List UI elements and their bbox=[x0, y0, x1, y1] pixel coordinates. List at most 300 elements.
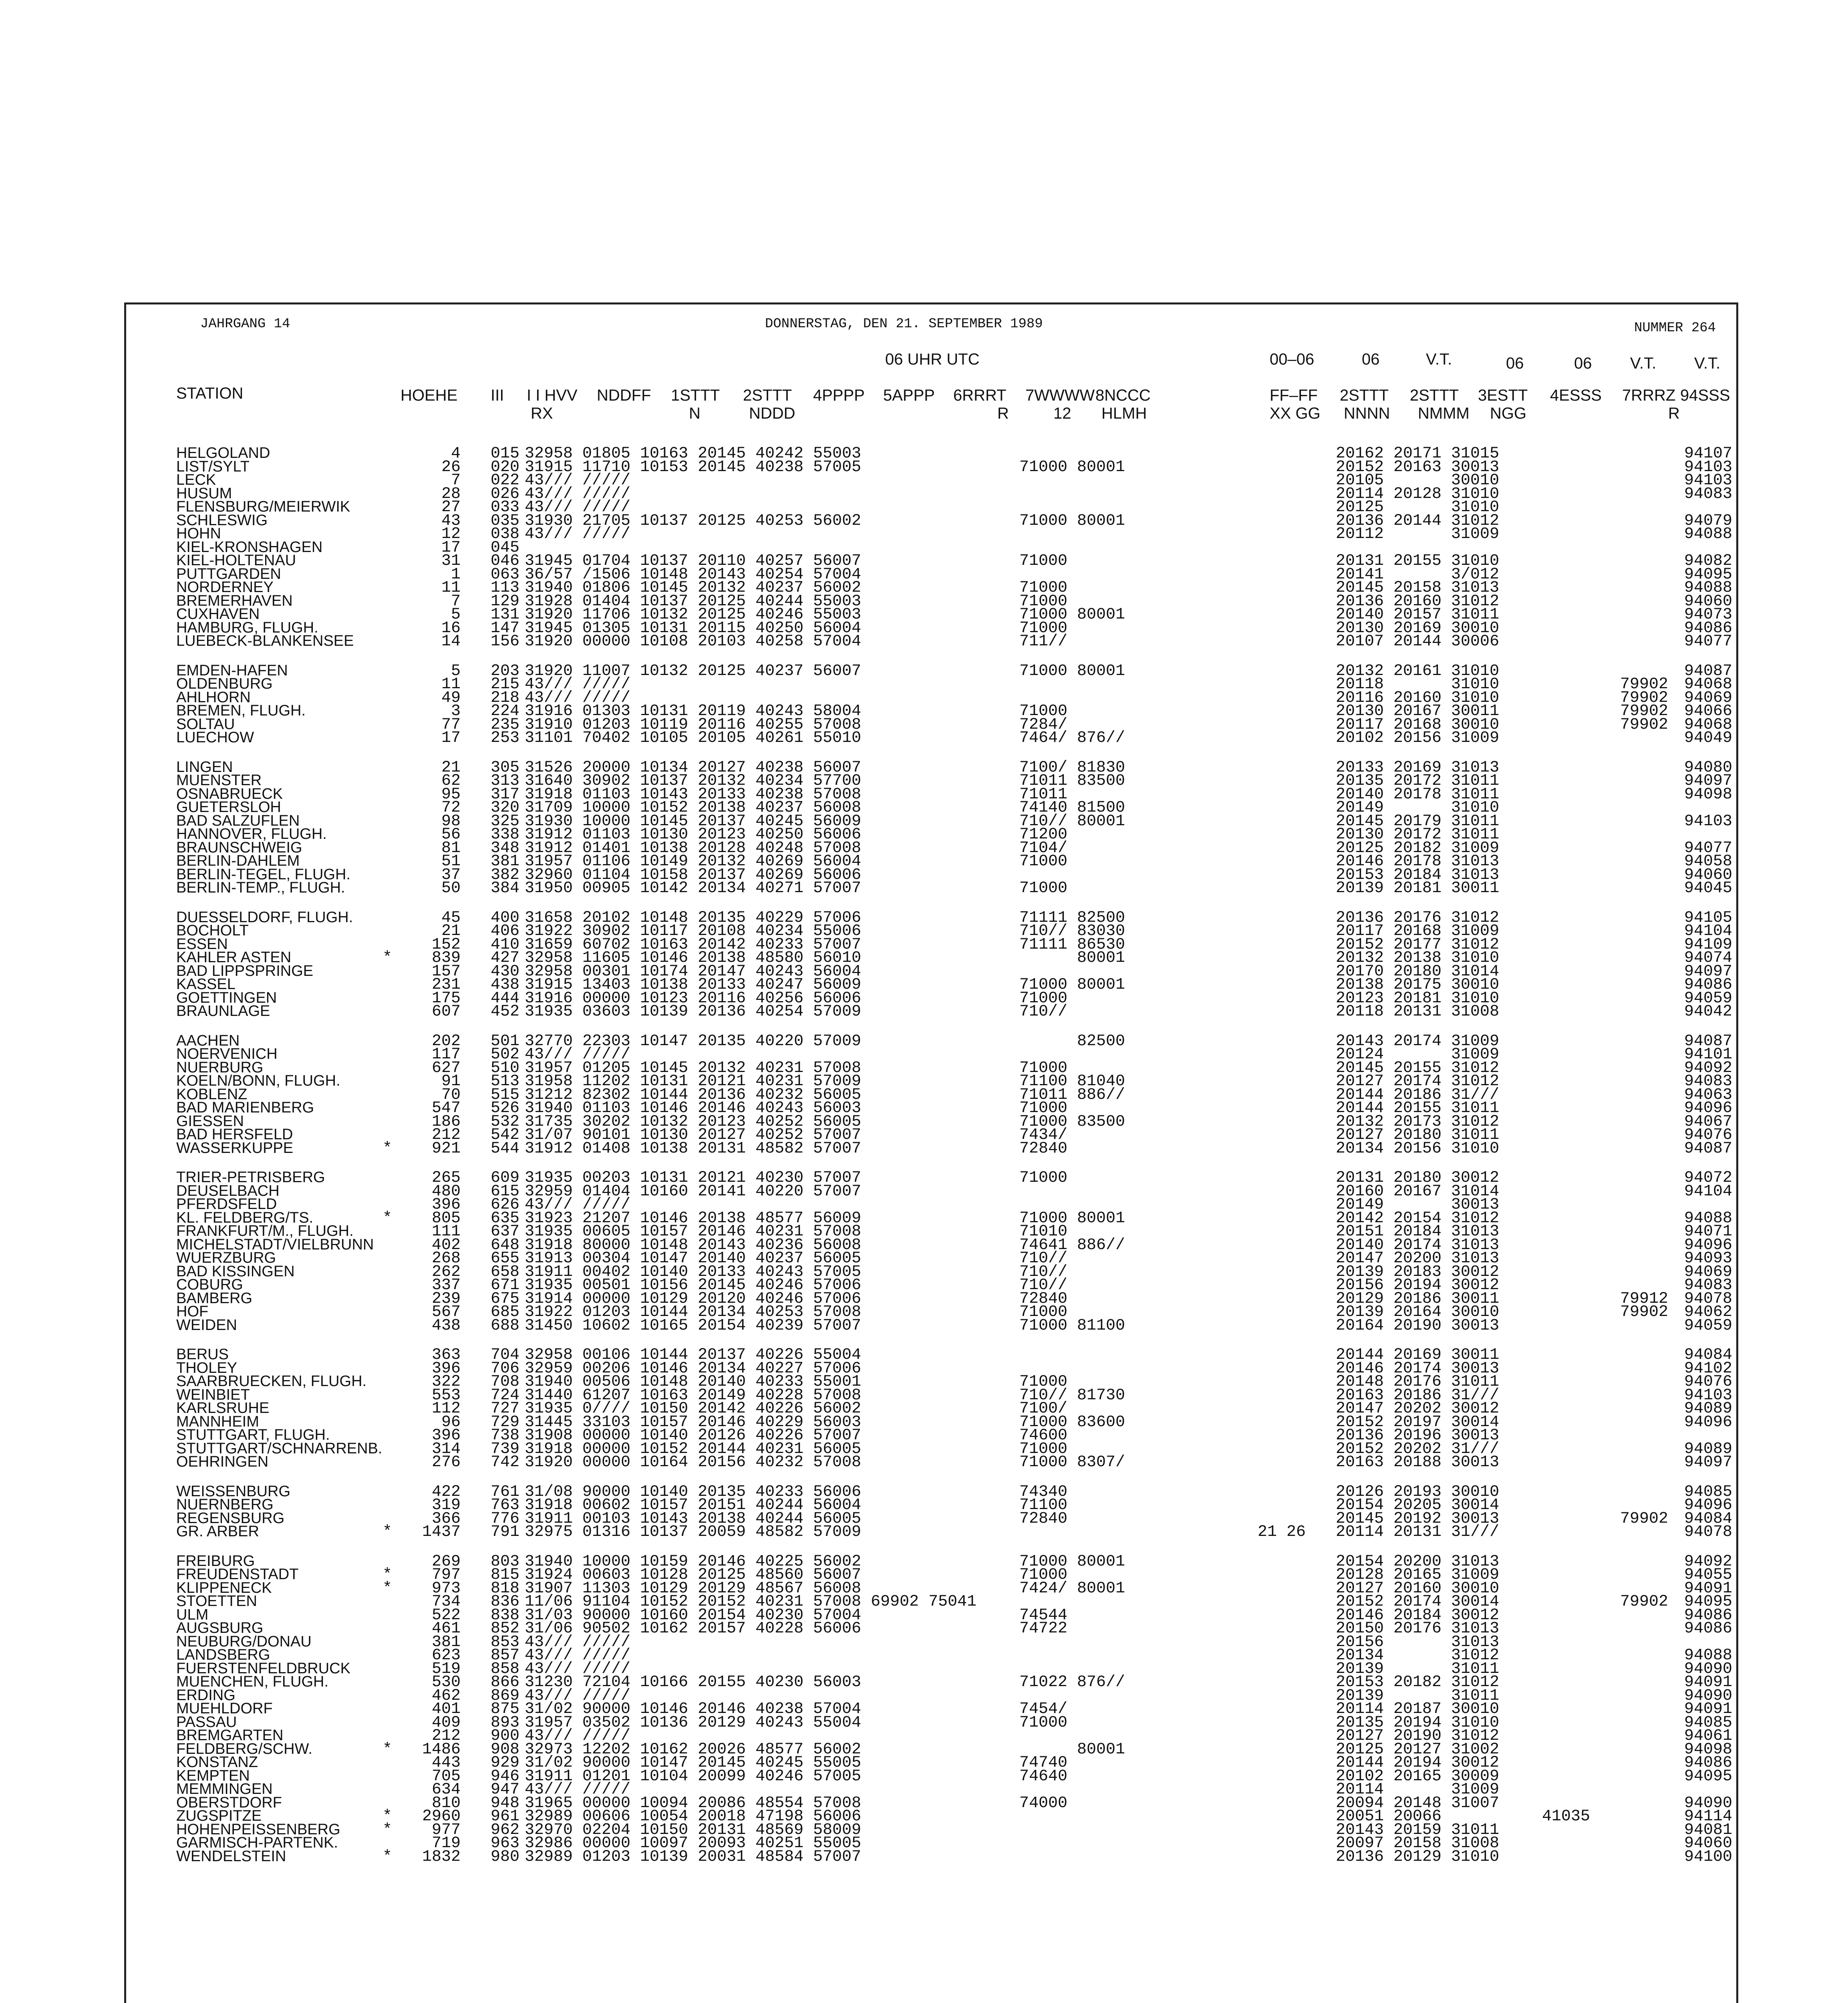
station-name: LANDSBERG bbox=[176, 1646, 270, 1663]
weather-groups: 710// bbox=[1019, 1263, 1068, 1281]
station-height: 337 bbox=[431, 1276, 461, 1294]
station-name: ZUGSPITZE bbox=[176, 1808, 262, 1824]
section2-group-6: 94098 bbox=[1684, 785, 1733, 804]
section2-group-6: 94088 bbox=[1684, 525, 1733, 543]
station-height: 530 bbox=[431, 1673, 461, 1691]
section2-group-6: 94098 bbox=[1684, 1740, 1733, 1759]
station-id: 704 bbox=[491, 1346, 520, 1364]
section2-group-6: 94103 bbox=[1684, 1386, 1733, 1405]
weather-groups: 71111 82500 bbox=[1019, 909, 1125, 927]
station-id: 875 bbox=[491, 1700, 520, 1718]
station-height: 231 bbox=[431, 976, 461, 994]
section2-groups: 20143 20159 31011 bbox=[1336, 1821, 1500, 1839]
synop-groups: 43/// ///// bbox=[525, 1646, 631, 1664]
station-name: HOF bbox=[176, 1303, 209, 1320]
section2-groups: 20150 20176 31013 bbox=[1336, 1620, 1500, 1638]
section2-group-6: 94102 bbox=[1684, 1359, 1733, 1378]
station-name: KASSEL bbox=[176, 976, 236, 993]
station-name: OBERSTDORF bbox=[176, 1794, 282, 1811]
synop-groups: 43/// ///// bbox=[525, 1727, 631, 1745]
section2-group-6: 94060 bbox=[1684, 1834, 1733, 1852]
station-name: AHLHORN bbox=[176, 689, 251, 706]
station-id: 742 bbox=[491, 1453, 520, 1471]
section2-groups: 20125 20127 31002 bbox=[1336, 1740, 1500, 1759]
section2-groups: 20102 20165 30009 bbox=[1336, 1767, 1500, 1785]
ffff-header: FF–FF bbox=[1270, 387, 1318, 404]
synop-groups: 31940 00506 10148 20140 40233 55001 bbox=[525, 1373, 862, 1391]
issue-date: DONNERSTAG, DEN 21. SEPTEMBER 1989 bbox=[765, 316, 1043, 332]
section2-group-5: 79902 bbox=[1620, 1593, 1669, 1611]
synop-groups: 31912 01103 10130 20123 40250 56006 bbox=[525, 826, 862, 844]
station-name: KOBLENZ bbox=[176, 1086, 248, 1103]
section2-groups: 20134 20156 31010 bbox=[1336, 1139, 1500, 1158]
station-name: ULM bbox=[176, 1606, 209, 1623]
group5-header: 5APPP bbox=[883, 387, 935, 404]
station-name: LINGEN bbox=[176, 758, 233, 776]
station-id: 015 bbox=[491, 445, 520, 463]
station-height: 921 bbox=[431, 1139, 461, 1158]
section2-group-6: 94082 bbox=[1684, 552, 1733, 570]
section2-group-6: 94103 bbox=[1684, 812, 1733, 830]
station-id: 724 bbox=[491, 1386, 520, 1405]
station-height: 43 bbox=[441, 512, 461, 530]
section2-group-6: 94059 bbox=[1684, 1316, 1733, 1335]
station-height: 1832 bbox=[422, 1848, 461, 1866]
station-name: AACHEN bbox=[176, 1032, 240, 1049]
station-height: 98 bbox=[441, 812, 461, 830]
station-height: 11 bbox=[441, 579, 461, 597]
section2-groups: 20154 20200 31013 bbox=[1336, 1552, 1500, 1571]
station-name: SOLTAU bbox=[176, 715, 235, 733]
station-height: 623 bbox=[431, 1646, 461, 1664]
synop-groups: 31957 01106 10149 20132 40269 56004 bbox=[525, 852, 862, 871]
station-name: BOCHOLT bbox=[176, 922, 249, 939]
period-06-label-2: 06 bbox=[1506, 355, 1524, 372]
rx-header: RX bbox=[531, 405, 553, 422]
section2-groups: 20130 20172 31011 bbox=[1336, 826, 1500, 844]
station-name: GARMISCH-PARTENK. bbox=[176, 1834, 338, 1851]
section2-groups: 20149 31010 bbox=[1336, 799, 1500, 817]
section2-groups: 20132 20161 31010 bbox=[1336, 662, 1500, 680]
section2-group-6: 94086 bbox=[1684, 1620, 1733, 1638]
station-id: 156 bbox=[491, 633, 520, 651]
weather-groups: 71022 876// bbox=[1019, 1673, 1125, 1691]
station-height: 805 bbox=[431, 1209, 461, 1227]
station-height: 112 bbox=[431, 1400, 461, 1418]
station-name: SCHLESWIG bbox=[176, 512, 268, 529]
section2-group-6: 94091 bbox=[1684, 1673, 1733, 1691]
xxgg-header: XX GG bbox=[1270, 405, 1321, 422]
station-id: 317 bbox=[491, 785, 520, 804]
section2-groups: 20139 31011 bbox=[1336, 1660, 1500, 1678]
station-id: 320 bbox=[491, 799, 520, 817]
section2-group-header-1: 2STTT bbox=[1340, 387, 1389, 404]
synop-groups: 31920 11706 10132 20125 40246 55003 bbox=[525, 606, 862, 624]
weather-groups: 710// 80001 bbox=[1019, 812, 1125, 830]
station-id: 776 bbox=[491, 1509, 520, 1528]
section2-group-6: 94060 bbox=[1684, 866, 1733, 884]
station-id: 542 bbox=[491, 1126, 520, 1144]
synop-groups: 31918 00000 10152 20144 40231 56005 bbox=[525, 1440, 862, 1458]
section2-group-6: 94068 bbox=[1684, 675, 1733, 693]
station-id: 727 bbox=[491, 1400, 520, 1418]
weather-groups: 71011 83500 bbox=[1019, 772, 1125, 790]
station-name: STOETTEN bbox=[176, 1593, 257, 1610]
station-height: 17 bbox=[441, 729, 461, 747]
station-name: WEIDEN bbox=[176, 1316, 237, 1334]
section2-groups: 20164 20190 30013 bbox=[1336, 1316, 1500, 1335]
station-name: LIST/SYLT bbox=[176, 458, 250, 475]
station-name: BAD LIPPSPRINGE bbox=[176, 962, 314, 979]
station-height: 973 bbox=[431, 1579, 461, 1598]
station-name: BAD MARIENBERG bbox=[176, 1099, 314, 1116]
section2-group-header-2: 2STTT bbox=[1410, 387, 1459, 404]
station-name: STUTTGART, FLUGH. bbox=[176, 1427, 330, 1443]
station-name: BERLIN-TEMP., FLUGH. bbox=[176, 879, 345, 896]
section2-group-6: 94079 bbox=[1684, 512, 1733, 530]
section2-group-6: 94095 bbox=[1684, 1767, 1733, 1785]
section2-groups: 20147 20200 31013 bbox=[1336, 1249, 1500, 1267]
station-height: 28 bbox=[441, 485, 461, 503]
synop-groups: 31923 21207 10146 20138 48577 56009 bbox=[525, 1209, 862, 1227]
station-height: 7 bbox=[451, 472, 461, 490]
section2-groups: 20133 20169 31013 bbox=[1336, 758, 1500, 777]
section2-group-5: 79902 bbox=[1620, 689, 1669, 707]
section2-group-6: 94097 bbox=[1684, 1453, 1733, 1471]
section2-groups: 20129 20186 30011 bbox=[1336, 1290, 1500, 1308]
section2-group-6: 94096 bbox=[1684, 1099, 1733, 1117]
station-id: 022 bbox=[491, 472, 520, 490]
section2-group-6: 94074 bbox=[1684, 949, 1733, 967]
section2-groups: 20145 20179 31011 bbox=[1336, 812, 1500, 830]
weather-groups: 710// 81730 bbox=[1019, 1386, 1125, 1405]
weather-groups: 71000 bbox=[1019, 989, 1068, 1008]
station-id: 382 bbox=[491, 866, 520, 884]
station-name: KONSTANZ bbox=[176, 1754, 258, 1771]
section2-group-6: 94104 bbox=[1684, 1182, 1733, 1201]
vt-label-3: V.T. bbox=[1694, 355, 1721, 372]
synop-groups: 43/// ///// bbox=[525, 472, 631, 490]
section2-group-6: 94078 bbox=[1684, 1523, 1733, 1541]
section2-group-6: 94090 bbox=[1684, 1687, 1733, 1705]
station-id: 427 bbox=[491, 949, 520, 967]
weather-groups: 7104/ bbox=[1019, 839, 1068, 857]
station-name: FUERSTENFELDBRUCK bbox=[176, 1660, 350, 1677]
section2-group-6: 94087 bbox=[1684, 1032, 1733, 1050]
station-id: 253 bbox=[491, 729, 520, 747]
section2-groups: 20136 20129 31010 bbox=[1336, 1848, 1500, 1866]
station-name: HANNOVER, FLUGH. bbox=[176, 826, 327, 842]
section2-group-6: 94096 bbox=[1684, 1496, 1733, 1514]
section2-groups: 20114 20128 31010 bbox=[1336, 485, 1500, 503]
station-height: 797 bbox=[431, 1566, 461, 1584]
weather-groups: 71000 80001 bbox=[1019, 458, 1125, 476]
station-height: 56 bbox=[441, 826, 461, 844]
station-name: NEUBURG/DONAU bbox=[176, 1633, 312, 1650]
synop-groups: 36/57 /1506 10148 20143 40254 57004 bbox=[525, 565, 862, 584]
section2-group-header-3: 3ESTT bbox=[1478, 387, 1528, 404]
synop-groups: 31920 00000 10108 20103 40258 57004 bbox=[525, 633, 862, 651]
station-id: 791 bbox=[491, 1523, 520, 1541]
station-id: 515 bbox=[491, 1086, 520, 1104]
station-height: 7 bbox=[451, 592, 461, 611]
weather-groups: 74600 bbox=[1019, 1427, 1068, 1445]
weather-groups: 71000 bbox=[1019, 702, 1068, 720]
section2-groups: 20152 20197 30014 bbox=[1336, 1413, 1500, 1431]
station-name: CUXHAVEN bbox=[176, 606, 260, 623]
station-name: FREUDENSTADT bbox=[176, 1566, 299, 1583]
station-id: 046 bbox=[491, 552, 520, 570]
group2-header: 2STTT bbox=[743, 387, 792, 404]
section2-group-header-4: 4ESSS bbox=[1550, 387, 1602, 404]
station-height: 461 bbox=[431, 1620, 461, 1638]
section2-groups: 20125 31010 bbox=[1336, 498, 1500, 516]
station-name: EMDEN-HAFEN bbox=[176, 662, 288, 679]
station-id: 708 bbox=[491, 1373, 520, 1391]
section2-group-6: 94078 bbox=[1684, 1290, 1733, 1308]
section2-group-6: 94089 bbox=[1684, 1440, 1733, 1458]
section2-group-5: 79902 bbox=[1620, 715, 1669, 734]
weather-groups: 71011 886// bbox=[1019, 1086, 1125, 1104]
weather-groups: 74544 bbox=[1019, 1606, 1068, 1624]
station-height: 17 bbox=[441, 538, 461, 557]
section2-group-6: 94096 bbox=[1684, 1413, 1733, 1431]
section2-groups: 20152 20202 31/// bbox=[1336, 1440, 1500, 1458]
synop-groups: 31918 80000 10148 20143 40236 56008 bbox=[525, 1236, 862, 1254]
station-name: GR. ARBER bbox=[176, 1523, 259, 1540]
weather-groups: 74000 bbox=[1019, 1794, 1068, 1812]
station-name: SAARBRUECKEN, FLUGH. bbox=[176, 1373, 367, 1390]
station-height: 91 bbox=[441, 1072, 461, 1090]
station-name: KEMPTEN bbox=[176, 1767, 250, 1784]
section2-group-6: 94085 bbox=[1684, 1713, 1733, 1732]
synop-groups: 31212 82302 10144 20136 40232 56005 bbox=[525, 1086, 862, 1104]
synop-groups: 31735 30202 10132 20123 40252 56005 bbox=[525, 1112, 862, 1131]
weather-groups: 72840 bbox=[1019, 1509, 1068, 1528]
station-id: 761 bbox=[491, 1483, 520, 1501]
section2-group-6: 94087 bbox=[1684, 662, 1733, 680]
weather-groups: 710// bbox=[1019, 1249, 1068, 1267]
section2-group-header-5: 7RRRZ bbox=[1622, 387, 1676, 404]
section2-group-6: 94109 bbox=[1684, 935, 1733, 954]
section2-group-6: 94090 bbox=[1684, 1794, 1733, 1812]
weather-groups: 71100 bbox=[1019, 1496, 1068, 1514]
section2-group-6: 94058 bbox=[1684, 852, 1733, 871]
section2-groups: 20136 20160 31012 bbox=[1336, 592, 1500, 611]
station-height: 21 bbox=[441, 922, 461, 940]
section2-group-6: 94045 bbox=[1684, 879, 1733, 897]
section2-group-6: 94066 bbox=[1684, 702, 1733, 720]
synop-groups: 43/// ///// bbox=[525, 1046, 631, 1064]
weather-groups: 710// bbox=[1019, 1276, 1068, 1294]
station-height: 117 bbox=[431, 1046, 461, 1064]
synop-groups: 31658 20102 10148 20135 40229 57006 bbox=[525, 909, 862, 927]
mountain-station-marker: * bbox=[382, 949, 393, 967]
station-id-header: III bbox=[491, 387, 504, 404]
mountain-station-marker: * bbox=[382, 1209, 393, 1227]
section2-groups: 20170 20180 31014 bbox=[1336, 962, 1500, 981]
section2-group-6: 94072 bbox=[1684, 1169, 1733, 1187]
synop-groups: 31/07 90101 10130 20127 40252 57007 bbox=[525, 1126, 862, 1144]
station-name: BREMGARTEN bbox=[176, 1727, 284, 1744]
section2-group-6: 94083 bbox=[1684, 1072, 1733, 1090]
section2-groups: 20145 20158 31013 bbox=[1336, 579, 1500, 597]
station-name: PUTTGARDEN bbox=[176, 565, 281, 582]
section2-group-6: 94114 bbox=[1684, 1808, 1733, 1826]
section2-groups: 20163 20186 31/// bbox=[1336, 1386, 1500, 1405]
section2-group-6: 94087 bbox=[1684, 1139, 1733, 1158]
station-height: 265 bbox=[431, 1169, 461, 1187]
synop-groups: 32975 01316 10137 20059 48582 57009 bbox=[525, 1523, 862, 1541]
synop-groups: 31930 10000 10145 20137 40245 56009 bbox=[525, 812, 862, 830]
station-name: WUERZBURG bbox=[176, 1249, 276, 1266]
weather-groups: 710// 83030 bbox=[1019, 922, 1125, 940]
section2-group-6: 94061 bbox=[1684, 1727, 1733, 1745]
section2-group-6: 94077 bbox=[1684, 839, 1733, 857]
synop-groups: 31230 72104 10166 20155 40230 56003 bbox=[525, 1673, 862, 1691]
synop-groups: 31935 00203 10131 20121 40230 57007 bbox=[525, 1169, 862, 1187]
station-id: 706 bbox=[491, 1359, 520, 1378]
section2-group-6: 94096 bbox=[1684, 1236, 1733, 1254]
station-height: 522 bbox=[431, 1606, 461, 1624]
synop-groups: 31912 01408 10138 20131 48582 57007 bbox=[525, 1139, 862, 1158]
station-id: 203 bbox=[491, 662, 520, 680]
weather-groups: 71200 bbox=[1019, 826, 1068, 844]
station-height: 1437 bbox=[422, 1523, 461, 1541]
station-id: 961 bbox=[491, 1808, 520, 1826]
group4-header: 4PPPP bbox=[813, 387, 865, 404]
section2-group-header-6: 94SSS bbox=[1680, 387, 1730, 404]
vt-label-1: V.T. bbox=[1426, 351, 1452, 368]
weather-groups: 72840 bbox=[1019, 1139, 1068, 1158]
station-height: 396 bbox=[431, 1359, 461, 1378]
synop-groups: 31911 01201 10104 20099 40246 57005 bbox=[525, 1767, 862, 1785]
station-id: 438 bbox=[491, 976, 520, 994]
weather-groups: 72840 bbox=[1019, 1290, 1068, 1308]
station-name: NORDERNEY bbox=[176, 579, 274, 596]
station-id: 685 bbox=[491, 1303, 520, 1321]
synop-groups: 31940 01806 10145 20132 40237 56002 bbox=[525, 579, 862, 597]
section2-groups: 20126 20193 30010 bbox=[1336, 1483, 1500, 1501]
section2-groups: 20154 20205 30014 bbox=[1336, 1496, 1500, 1514]
section2-groups: 20156 31013 bbox=[1336, 1633, 1500, 1651]
section2-groups: 20156 20194 30012 bbox=[1336, 1276, 1500, 1294]
section2-sub-header-2: NMMM bbox=[1418, 405, 1470, 422]
section2-group-6: 94063 bbox=[1684, 1086, 1733, 1104]
section2-groups: 20144 20194 30012 bbox=[1336, 1754, 1500, 1772]
station-id: 836 bbox=[491, 1593, 520, 1611]
section2-groups: 20135 20172 31011 bbox=[1336, 772, 1500, 790]
section2-groups: 20139 31011 bbox=[1336, 1687, 1500, 1705]
section2-group-6: 94069 bbox=[1684, 689, 1733, 707]
weather-groups: 71000 bbox=[1019, 1440, 1068, 1458]
synop-groups: 31945 01704 10137 20110 40257 56007 bbox=[525, 552, 862, 570]
station-id: 729 bbox=[491, 1413, 520, 1431]
station-name: AUGSBURG bbox=[176, 1620, 264, 1636]
weather-groups: 71000 80001 bbox=[1019, 662, 1125, 680]
section2-groups: 20144 20186 31/// bbox=[1336, 1086, 1500, 1104]
station-name: ESSEN bbox=[176, 935, 228, 953]
station-id: 929 bbox=[491, 1754, 520, 1772]
weather-groups: 71011 bbox=[1019, 785, 1068, 804]
station-height: 269 bbox=[431, 1552, 461, 1571]
synop-groups: 31/02 90000 10146 20146 40238 57004 bbox=[525, 1700, 862, 1718]
section2-group-6: 94086 bbox=[1684, 619, 1733, 637]
station-height: 81 bbox=[441, 839, 461, 857]
station-id: 235 bbox=[491, 715, 520, 734]
station-id: 035 bbox=[491, 512, 520, 530]
weather-groups: 71000 bbox=[1019, 1566, 1068, 1584]
station-id: 400 bbox=[491, 909, 520, 927]
section2-group-6: 94092 bbox=[1684, 1059, 1733, 1077]
weather-groups: 7100/ 81830 bbox=[1019, 758, 1125, 777]
station-name: LUEBECK-BLANKENSEE bbox=[176, 633, 354, 649]
station-name: REGENSBURG bbox=[176, 1509, 285, 1527]
station-height: 239 bbox=[431, 1290, 461, 1308]
section2-groups: 20163 20188 30013 bbox=[1336, 1453, 1500, 1471]
station-height: 977 bbox=[431, 1821, 461, 1839]
station-height: 705 bbox=[431, 1767, 461, 1785]
station-height: 51 bbox=[441, 852, 461, 871]
synop-groups: 43/// ///// bbox=[525, 1196, 631, 1214]
section2-groups: 20130 20169 30010 bbox=[1336, 619, 1500, 637]
section2-group-6: 94084 bbox=[1684, 1509, 1733, 1528]
station-name: WASSERKUPPE bbox=[176, 1139, 294, 1157]
station-height: 480 bbox=[431, 1182, 461, 1201]
station-id: 045 bbox=[491, 538, 520, 557]
section2-groups: 20136 20176 31012 bbox=[1336, 909, 1500, 927]
synop-groups: 31913 00304 10147 20140 40237 56005 bbox=[525, 1249, 862, 1267]
section2-group-6: 94088 bbox=[1684, 1646, 1733, 1664]
section2-group-6: 94083 bbox=[1684, 485, 1733, 503]
section2-groups: 20140 20174 31013 bbox=[1336, 1236, 1500, 1254]
synop-groups: 32989 01203 10139 20031 48584 57007 bbox=[525, 1848, 862, 1866]
station-height: 396 bbox=[431, 1196, 461, 1214]
station-height: 212 bbox=[431, 1126, 461, 1144]
section2-group-6: 94100 bbox=[1684, 1848, 1733, 1866]
station-id: 526 bbox=[491, 1099, 520, 1117]
synop-groups: 32958 00106 10144 20137 40226 55004 bbox=[525, 1346, 862, 1364]
station-name: MUENCHEN, FLUGH. bbox=[176, 1673, 329, 1690]
section2-group-6: 94090 bbox=[1684, 1660, 1733, 1678]
section2-groups: 20144 20169 30011 bbox=[1336, 1346, 1500, 1364]
section2-groups: 20146 20178 31013 bbox=[1336, 852, 1500, 871]
station-name: BAD HERSFELD bbox=[176, 1126, 293, 1143]
station-name: FELDBERG/SCHW. bbox=[176, 1740, 312, 1757]
weather-groups: 71000 bbox=[1019, 879, 1068, 897]
station-height: 186 bbox=[431, 1112, 461, 1131]
station-height: 438 bbox=[431, 1316, 461, 1335]
station-name: BREMERHAVEN bbox=[176, 592, 293, 609]
section2-groups: 20136 20144 31012 bbox=[1336, 512, 1500, 530]
section2-group-5: 79902 bbox=[1620, 702, 1669, 720]
station-height: 547 bbox=[431, 1099, 461, 1117]
station-height: 212 bbox=[431, 1727, 461, 1745]
group7-sub-header: 12 bbox=[1053, 405, 1071, 422]
station-id: 338 bbox=[491, 826, 520, 844]
synop-groups: 31526 20000 10134 20127 40238 56007 bbox=[525, 758, 862, 777]
station-name: LUECHOW bbox=[176, 729, 254, 746]
section2-group-5: 79912 bbox=[1620, 1290, 1669, 1308]
station-height: 4 bbox=[451, 445, 461, 463]
weather-groups: 71000 80001 bbox=[1019, 1552, 1125, 1571]
section2-group-6: 94089 bbox=[1684, 1400, 1733, 1418]
station-id: 430 bbox=[491, 962, 520, 981]
station-name: MANNHEIM bbox=[176, 1413, 259, 1430]
station-height: 2960 bbox=[422, 1808, 461, 1826]
station-id: 410 bbox=[491, 935, 520, 954]
weather-groups: 7454/ bbox=[1019, 1700, 1068, 1718]
